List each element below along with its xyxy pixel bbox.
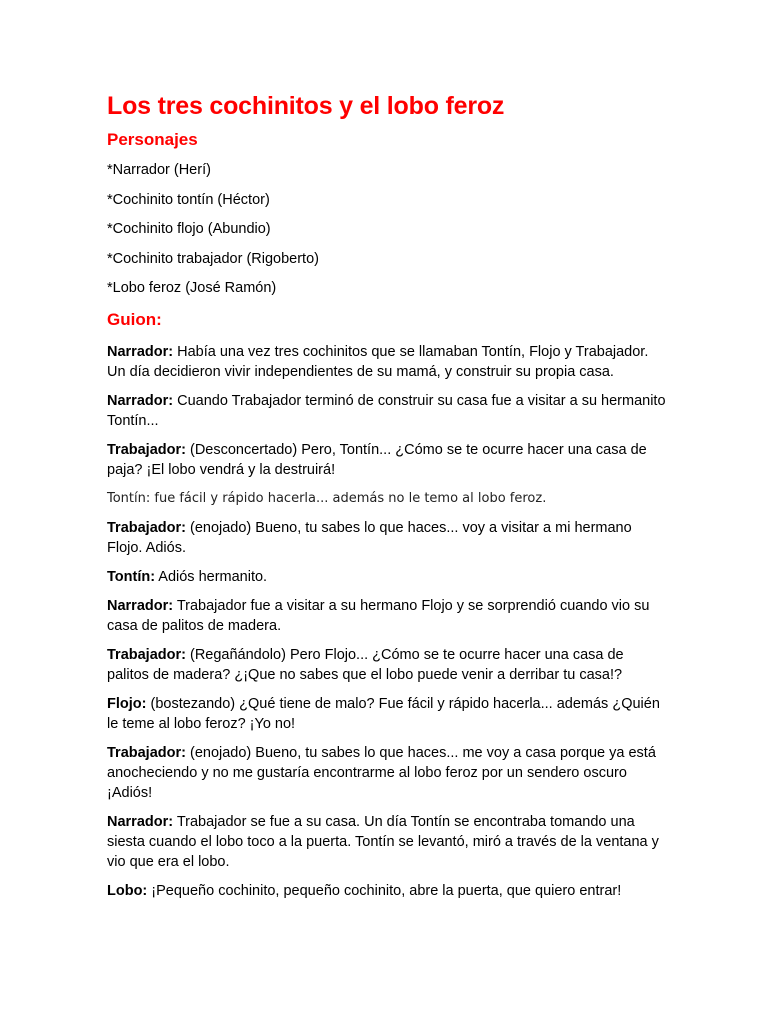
speaker-label: Trabajador: (107, 519, 186, 536)
speaker-label: Narrador: (107, 813, 174, 830)
document-page (107, 88, 667, 910)
speaker-label: Trabajador: (107, 441, 186, 458)
script-line (107, 881, 667, 901)
dialogue-text: (Regañándolo) Pero Flojo... ¿Cómo se te ocurre hacer una casa de palitos de madera? ¿¡Que no sabes que el lobo puede venir a derribar tu casa!? (107, 646, 624, 683)
script-heading: Guion: (107, 309, 162, 329)
script-line (107, 812, 667, 872)
dialogue-text: Adiós hermanito. (155, 568, 268, 585)
script-line (107, 342, 667, 382)
script-line (107, 518, 667, 558)
dialogue-text: (enojado) Bueno, tu sabes lo que haces... me voy a casa porque ya está anocheciendo y no me gustaría encontrarme al lobo feroz por un sendero oscuro ¡Adiós! (107, 744, 656, 801)
character-item: *Narrador (Herí) (107, 162, 211, 178)
script-line (107, 567, 667, 587)
script-line (107, 391, 667, 431)
script-line (107, 743, 667, 803)
speaker-label: Lobo: (107, 882, 148, 899)
dialogue-text: Trabajador se fue a su casa. Un día Tontín se encontraba tomando una siesta cuando el lobo toco a la puerta. Tontín se levantó, miró a través de la ventana y vio que era el lobo. (107, 813, 659, 870)
dialogue-text: Cuando Trabajador terminó de construir su casa fue a visitar a su hermanito Tontín... (107, 392, 666, 429)
speaker-label: Narrador: (107, 343, 174, 360)
dialogue-text: Trabajador fue a visitar a su hermano Flojo y se sorprendió cuando vio su casa de palitos de madera. (107, 597, 650, 634)
characters-heading: Personajes (107, 130, 198, 149)
script-line (107, 440, 667, 480)
speaker-label: Trabajador: (107, 744, 186, 761)
speaker-label: Narrador: (107, 392, 174, 409)
character-item: *Cochinito trabajador (Rigoberto) (107, 250, 319, 267)
speaker-label: Tontín: (107, 568, 156, 585)
script-line (107, 645, 667, 685)
speaker-label: Flojo: (107, 695, 147, 712)
character-item: *Lobo feroz (José Ramón) (107, 280, 277, 296)
dialogue-text: ¡Pequeño cochinito, pequeño cochinito, abre la puerta, que quiero entrar! (147, 882, 622, 899)
character-item: *Cochinito tontín (Héctor) (107, 191, 270, 208)
document-title: Los tres cochinitos y el lobo feroz (107, 92, 505, 120)
script-line (107, 596, 667, 636)
script-line (107, 489, 667, 509)
dialogue-text: Tontín: fue fácil y rápido hacerla... además no le temo al lobo feroz. (107, 490, 547, 506)
script-body (107, 342, 667, 901)
character-item: *Cochinito flojo (Abundio) (107, 221, 271, 237)
script-line (107, 694, 667, 734)
characters-list (107, 160, 667, 298)
dialogue-text: (bostezando) ¿Qué tiene de malo? Fue fácil y rápido hacerla... además ¿Quién le teme al lobo feroz? ¡Yo no! (107, 695, 660, 732)
dialogue-text: Había una vez tres cochinitos que se llamaban Tontín, Flojo y Trabajador. Un día decidieron vivir independientes de su mamá, y construir su propia casa. (107, 343, 649, 380)
dialogue-text: (enojado) Bueno, tu sabes lo que haces... voy a visitar a mi hermano Flojo. Adiós. (107, 519, 632, 556)
dialogue-text: (Desconcertado) Pero, Tontín... ¿Cómo se te ocurre hacer una casa de paja? ¡El lobo vendrá y la destruirá! (107, 441, 647, 478)
speaker-label: Trabajador: (107, 646, 186, 663)
speaker-label: Narrador: (107, 597, 174, 614)
